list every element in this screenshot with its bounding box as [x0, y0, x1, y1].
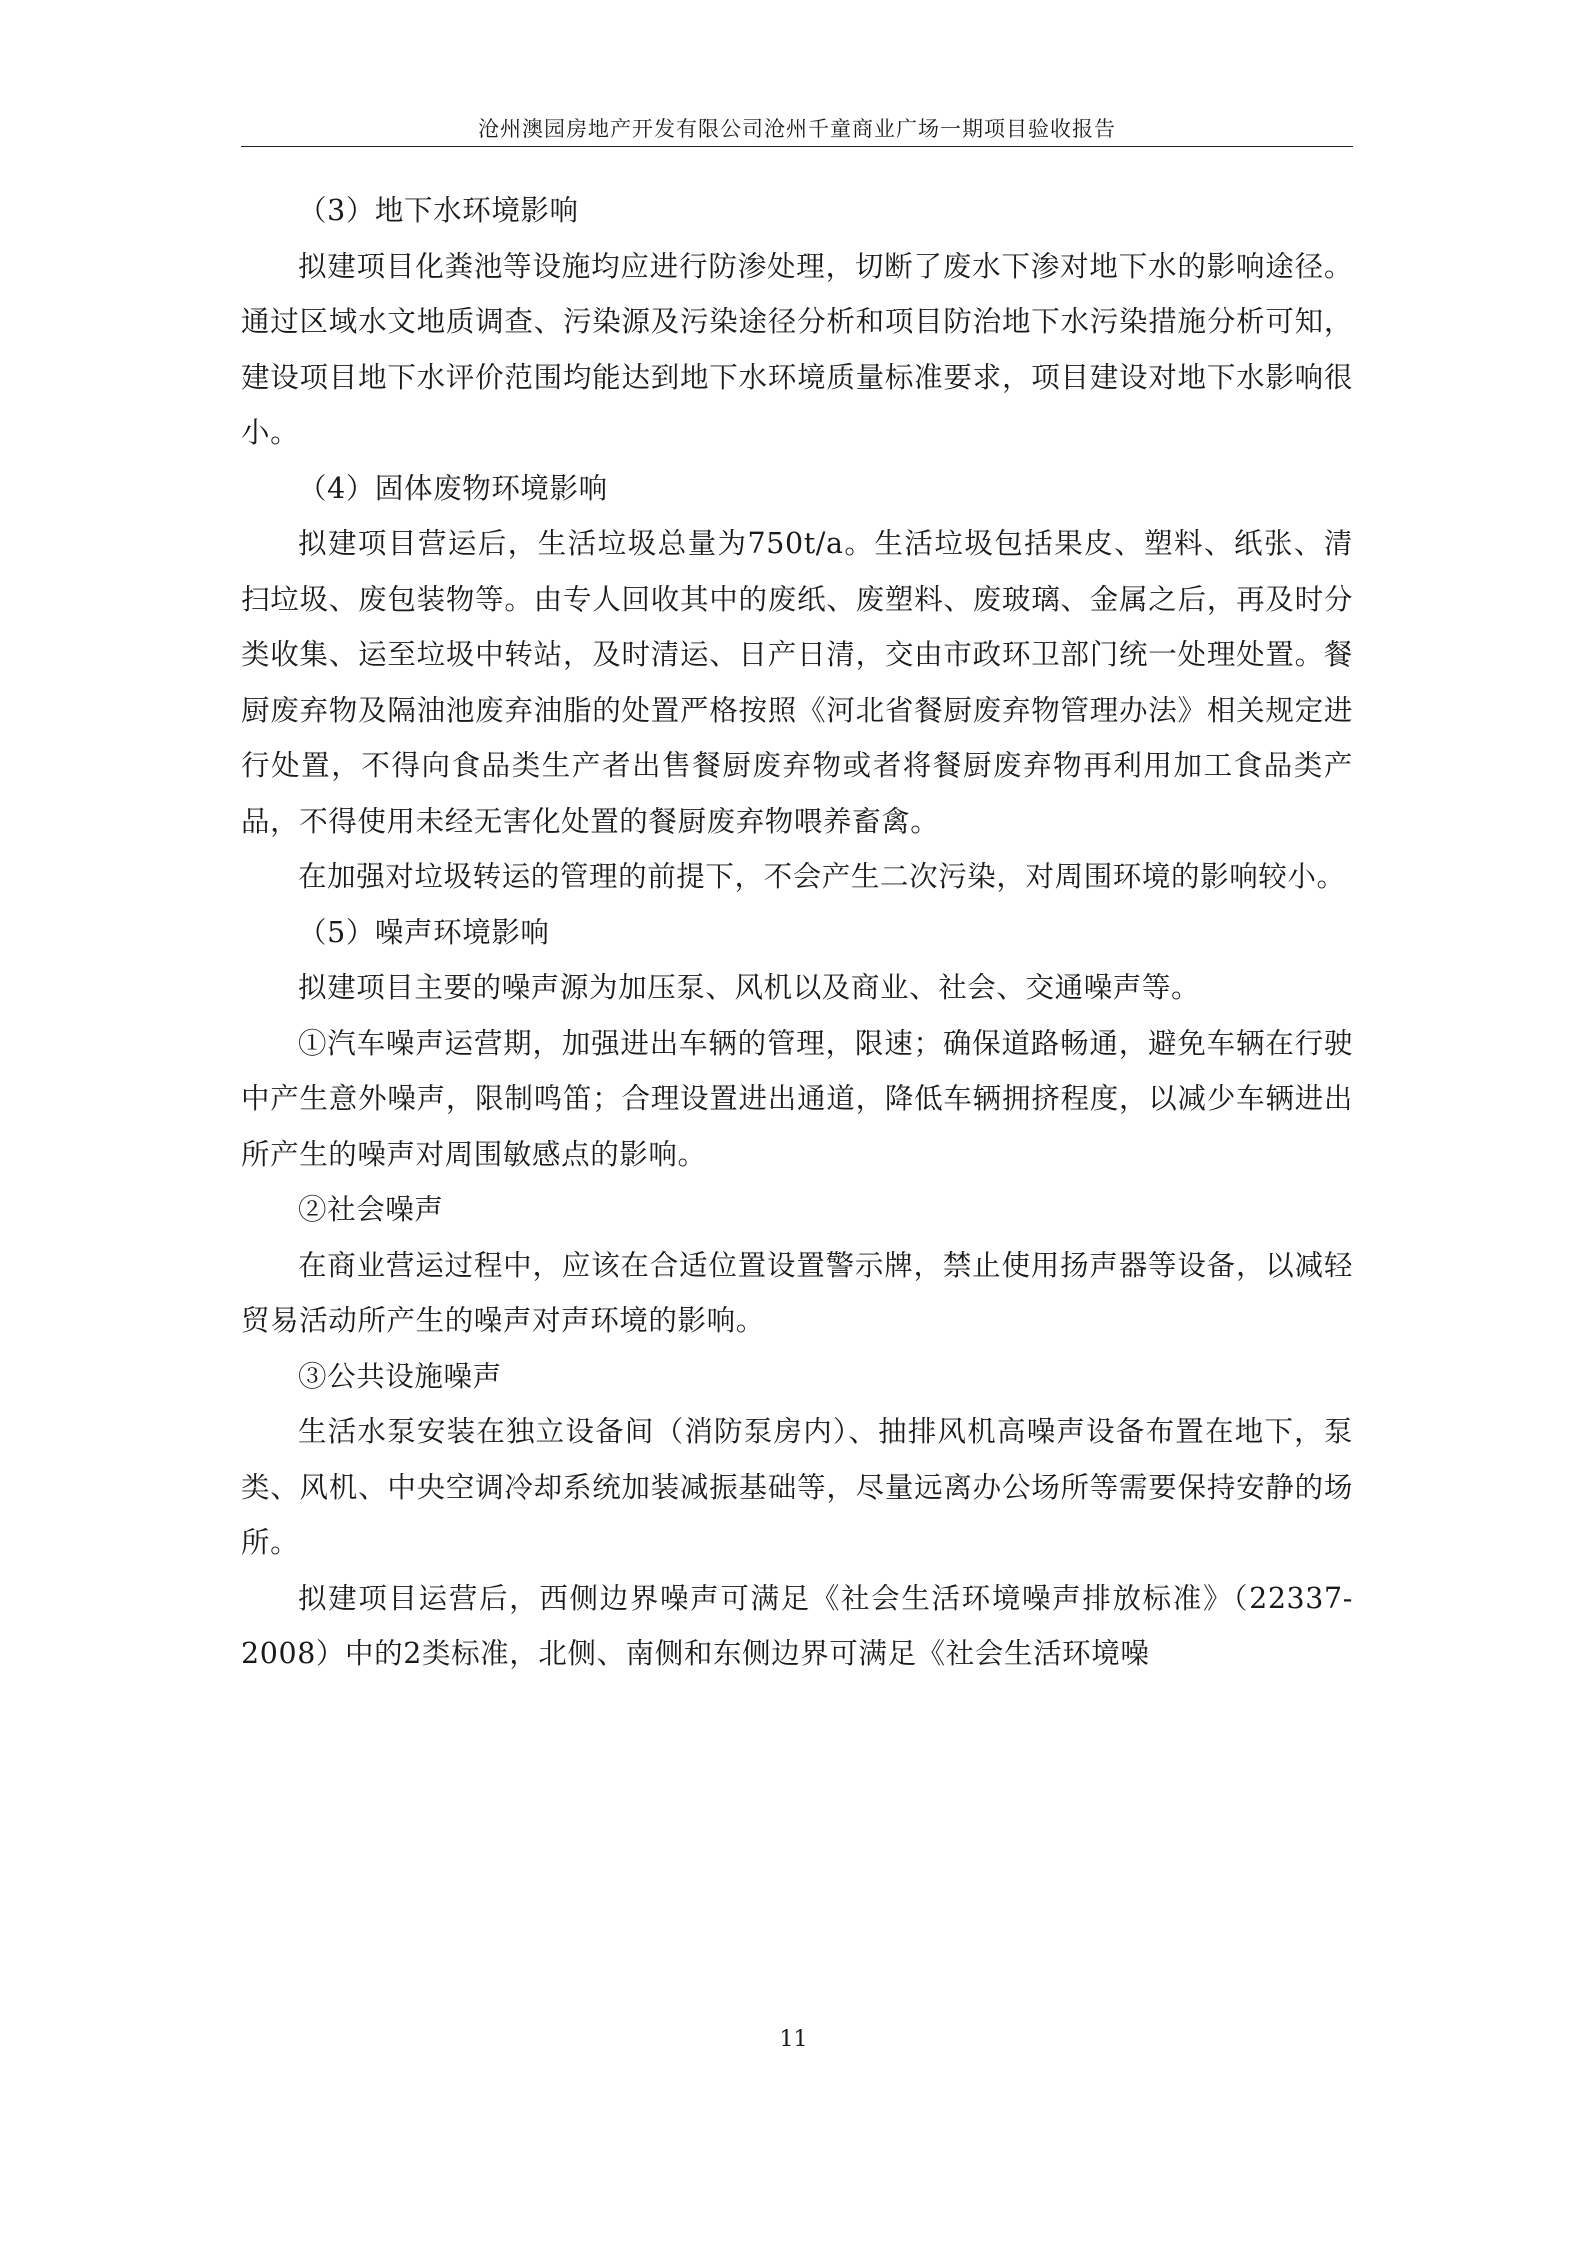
paragraph-solid-waste: 拟建项目营运后，生活垃圾总量为750t/a。生活垃圾包括果皮、塑料、纸张、清扫垃圾、废包装物等。由专人回收其中的废纸、废塑料、废玻璃、金属之后，再及时分类收集、运至垃圾中转站，及时清运、日产日清，交由市政环卫部门统一处理处置。餐厨废弃物及隔油池废弃油脂的处置严格按照《河北省餐厨废弃物管理办法》相关规定进行处置，不得向食品类生产者出售餐厨废弃物或者将餐厨废弃物再利用加工食品类产品，不得使用未经无害化处置的餐厨废弃物喂养畜禽。 — [241, 527, 1353, 838]
paragraph-public-facility-noise: 生活水泵安装在独立设备间（消防泵房内）、抽排风机高噪声设备布置在地下，泵类、风机、中央空调冷却系统加装减振基础等，尽量远离办公场所等需要保持安静的场所。 — [241, 1415, 1353, 1559]
paragraph-noise-sources: 拟建项目主要的噪声源为加压泵、风机以及商业、社会、交通噪声等。 — [298, 971, 1201, 1004]
subheading-public-facility-noise: ③公共设施噪声 — [298, 1359, 502, 1393]
paragraph-waste-transfer: 在加强对垃圾转运的管理的前提下，不会产生二次污染，对周围环境的影响较小。 — [298, 860, 1346, 893]
page-header-title: 沧州澳园房地产开发有限公司沧州千童商业广场一期项目验收报告 — [478, 117, 1116, 141]
section-heading-groundwater: （3）地下水环境影响 — [298, 194, 579, 227]
paragraph-groundwater: 拟建项目化粪池等设施均应进行防渗处理，切断了废水下渗对地下水的影响途径。通过区域水文地质调查、污染源及污染途径分析和项目防治地下水污染措施分析可知，建设项目地下水评价范围均能达到地下水环境质量标准要求，项目建设对地下水影响很小。 — [241, 249, 1353, 449]
paragraph-social-noise: 在商业营运过程中，应该在合适位置设置警示牌，禁止使用扬声器等设备，以减轻贸易活动所产生的噪声对声环境的影响。 — [241, 1248, 1353, 1337]
paragraph-vehicle-noise: ①汽车噪声运营期，加强进出车辆的管理，限速；确保道路畅通，避免车辆在行驶中产生意外噪声，限制鸣笛；合理设置进出通道，降低车辆拥挤程度，以减少车辆进出所产生的噪声对周围敏感点的影响。 — [241, 1026, 1353, 1171]
document-body — [241, 183, 1353, 1682]
paragraph-noise-standard: 拟建项目运营后，西侧边界噪声可满足《社会生活环境噪声排放标准》（22337-2008）中的2类标准，北侧、南侧和东侧边界可满足《社会生活环境噪 — [241, 1581, 1353, 1670]
section-heading-noise: （5）噪声环境影响 — [298, 915, 550, 949]
section-heading-solid-waste: （4）固体废物环境影响 — [298, 471, 608, 505]
subheading-social-noise: ②社会噪声 — [298, 1193, 444, 1226]
page-number: 11 — [779, 2027, 808, 2052]
header-divider — [241, 146, 1353, 147]
